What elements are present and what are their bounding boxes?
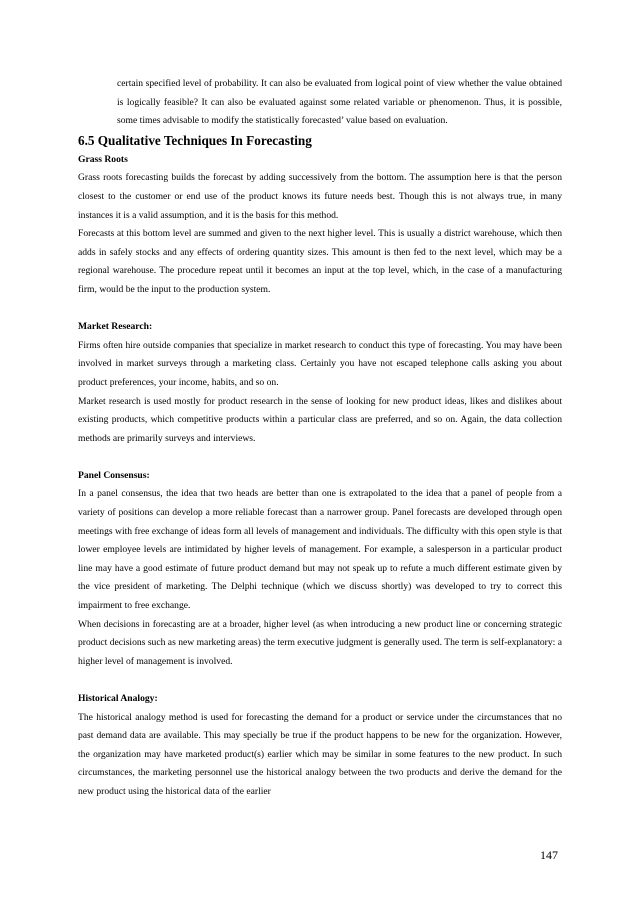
grass-roots-heading: Grass Roots <box>78 153 128 165</box>
panel-consensus-paragraph-1: In a panel consensus, the idea that two heads are better than one is extrapolated to the idea that a panel of people from a variety of positions can develop a more reliable forecast than a narrower group. Panel forecasts are developed through open meetings with free exchange of ideas form all levels of management and individuals. The difficulty with this open style is that lower employee levels are intimidated by higher levels of management. For example, a salesperson in a particular product line may have a good estimate of future product demand but may not speak up to refute a much different estimate given by the vice president of marketing. The Delphi technique (which we discuss shortly) was developed to try to correct this impairment to free exchange. <box>78 488 562 612</box>
panel-consensus-heading: Panel Consensus: <box>78 469 150 481</box>
historical-analogy-heading: Historical Analogy: <box>78 693 158 704</box>
intro-paragraph: certain specified level of probability. It can also be evaluated from logical point of view whether the value obtained is logically feasible? It can also be evaluated against some related variable or phenomenon. Thus, it is possible, some times advisable to modify the statistically forecasted’ value based on evaluation. <box>117 78 562 127</box>
page-body <box>78 75 562 802</box>
panel-consensus-paragraph-2: When decisions in forecasting are at a broader, higher level (as when introducing a new product line or concerning strategic product decisions such as new marketing areas) the term executive judgment is generally used. The term is self-explanatory: a higher level of management is involved. <box>78 618 562 667</box>
market-research-heading: Market Research: <box>78 321 153 333</box>
spacer <box>78 300 562 319</box>
spacer <box>78 671 562 690</box>
page-number: 147 <box>540 848 558 862</box>
grass-roots-paragraph-2: Forecasts at this bottom level are summed and given to the next higher level. This is usually a district warehouse, which then adds in safely stocks and any effects of ordering quantity sizes. This amount is then fed to the next level, which may be a regional warehouse. The procedure repeat until it becomes an input at the top level, which, in the case of a manufacturing firm, would be the input to the production system. <box>78 228 562 295</box>
historical-analogy-paragraph-1: The historical analogy method is used for forecasting the demand for a product or service under the circumstances that no past demand data are available. This may specially be true if the product happens to be new for the organization. However, the organization may have marketed product(s) earlier which may be similar in some features to the new product. In such circumstances, the marketing personnel use the historical analogy between the two products and derive the demand for the new product using the historical data of the earlier <box>78 711 562 797</box>
market-research-paragraph-2: Market research is used mostly for product research in the sense of looking for new product ideas, likes and dislikes about existing products, which competitive products within a particular class are preferred, and so on. Again, the data collection methods are primarily surveys and interviews. <box>78 395 562 444</box>
market-research-paragraph-1: Firms often hire outside companies that specialize in market research to conduct this type of forecasting. You may have been involved in market surveys through a marketing class. Certainly you have not escaped telephone calls asking you about product preferences, your income, habits, and so on. <box>78 339 562 388</box>
spacer <box>78 448 562 467</box>
section-heading: 6.5 Qualitative Techniques In Forecasting <box>78 132 312 148</box>
grass-roots-paragraph-1: Grass roots forecasting builds the forecast by adding successively from the bottom. The assumption here is that the person closest to the customer or end use of the product knows its future needs best. Though this is not always true, in many instances it is a valid assumption, and it is the basis for this method. <box>78 172 562 221</box>
